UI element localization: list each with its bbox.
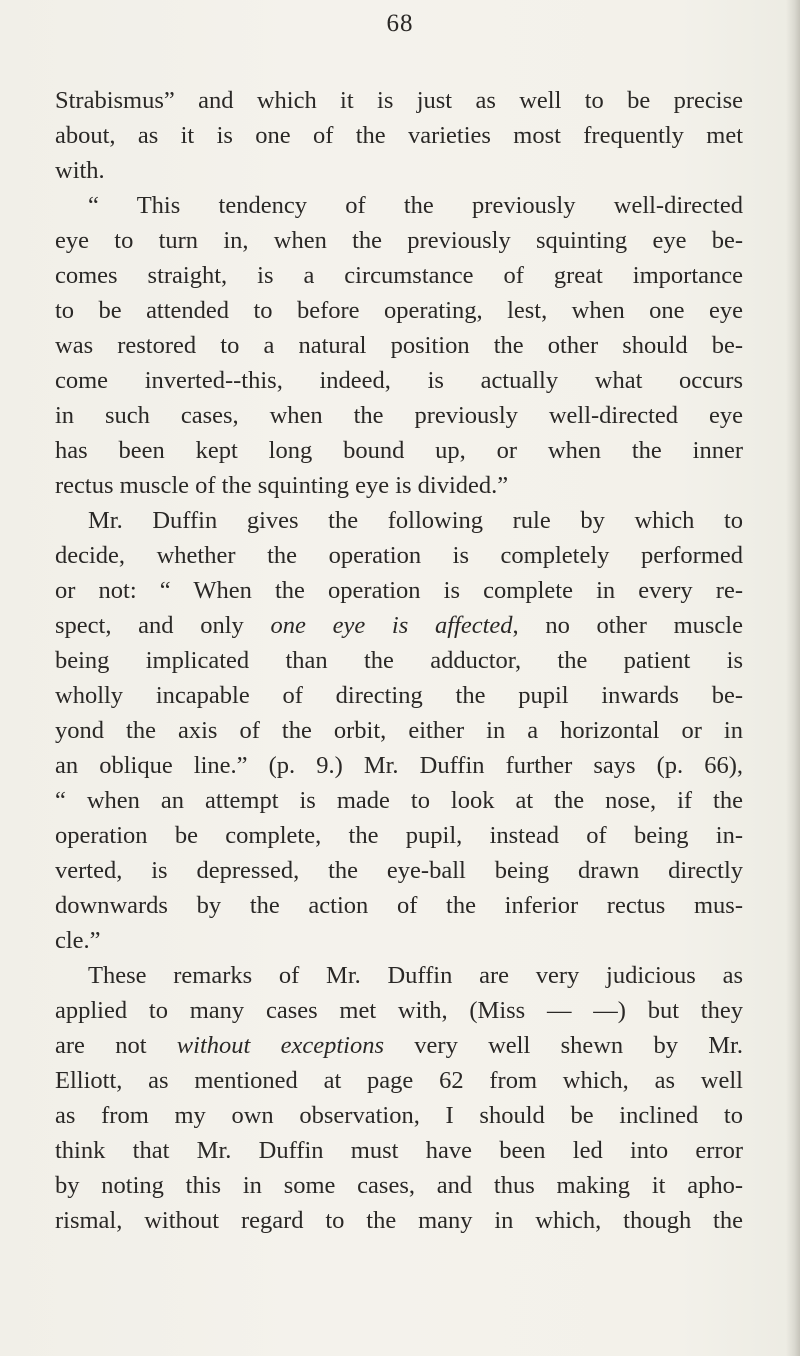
text-run: are not: [55, 1032, 177, 1059]
text-line: being implicated than the adductor, the patient is: [55, 647, 743, 674]
text-line: [55, 608, 743, 643]
text-line: Mr. Duffin gives the following rule by which to: [88, 507, 743, 534]
text-run: very well shewn by Mr.: [384, 1032, 743, 1059]
text-line: These remarks of Mr. Duffin are very judicious as: [88, 962, 743, 989]
text-line: wholly incapable of directing the pupil inwards be-: [55, 682, 743, 709]
text-line: in such cases, when the previously well-directed eye: [55, 402, 743, 429]
italic-emphasis: without exceptions: [176, 1032, 384, 1059]
text-line: with.: [55, 157, 105, 184]
text-line: as from my own observation, I should be inclined to: [55, 1102, 743, 1129]
text-line: operation be complete, the pupil, instead of being in-: [55, 822, 743, 849]
text-run: , no other muscle: [512, 612, 743, 639]
text-line: was restored to a natural position the other should be-: [55, 332, 743, 359]
text-line: eye to turn in, when the previously squinting eye be-: [55, 227, 743, 254]
page-number: 68: [386, 10, 414, 37]
text-line: by noting this in some cases, and thus making it apho-: [55, 1172, 743, 1199]
text-line: [55, 1028, 743, 1063]
text-line: comes straight, is a circumstance of great importance: [55, 262, 743, 289]
text-run: spect, and only: [55, 612, 271, 639]
text-line: an oblique line.” (p. 9.) Mr. Duffin further says (p. 66),: [55, 752, 743, 779]
text-line: or not: “ When the operation is complete in every re-: [55, 577, 743, 604]
text-line: rectus muscle of the squinting eye is divided.”: [55, 472, 509, 499]
text-line: think that Mr. Duffin must have been led into error: [55, 1137, 743, 1164]
italic-emphasis: one eye is affected: [270, 612, 513, 639]
text-line: “ This tendency of the previously well-directed: [88, 192, 743, 219]
text-line: has been kept long bound up, or when the inner: [55, 437, 743, 464]
text-line: yond the axis of the orbit, either in a horizontal or in: [55, 717, 743, 744]
text-line: come inverted--this, indeed, is actually what occurs: [55, 367, 743, 394]
text-line: decide, whether the operation is completely performed: [55, 542, 743, 569]
text-line: Elliott, as mentioned at page 62 from which, as well: [55, 1067, 743, 1094]
text-line: verted, is depressed, the eye-ball being drawn directly: [55, 857, 743, 884]
text-line: to be attended to before operating, lest, when one eye: [55, 297, 743, 324]
text-line: downwards by the action of the inferior rectus mus-: [55, 892, 743, 919]
text-line: applied to many cases met with, (Miss — —) but they: [55, 997, 743, 1024]
text-line: “ when an attempt is made to look at the nose, if the: [55, 787, 743, 814]
page-edge-shadow: [786, 0, 800, 1356]
text-line: cle.”: [55, 927, 101, 954]
text-line: Strabismus” and which it is just as well to be precise: [55, 87, 743, 114]
text-line: about, as it is one of the varieties most frequently met: [55, 122, 743, 149]
text-line: rismal, without regard to the many in which, though the: [55, 1207, 743, 1234]
